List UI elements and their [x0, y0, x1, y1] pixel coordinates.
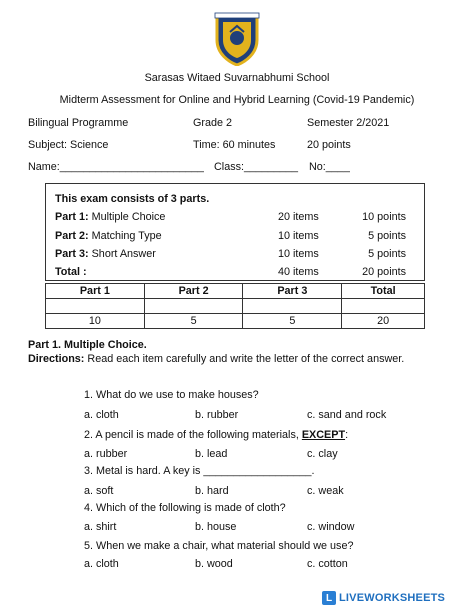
- option-a[interactable]: a. soft: [84, 485, 114, 497]
- option-c[interactable]: c. sand and rock: [307, 409, 387, 421]
- directions-label: Directions:: [28, 353, 85, 365]
- part-points: 5 points: [368, 230, 406, 242]
- part-items: 10 items: [278, 230, 319, 242]
- part-items: 10 items: [278, 248, 319, 260]
- question-text: 3. Metal is hard. A key is __________________.: [84, 465, 315, 477]
- part-label: Part 2:: [55, 230, 89, 242]
- option-a[interactable]: a. cloth: [84, 409, 119, 421]
- score-header: Part 1: [46, 284, 145, 299]
- school-name: Sarasas Witaed Suvarnabhumi School: [144, 72, 330, 84]
- score-value: 5: [144, 314, 243, 329]
- score-cell-blank[interactable]: [342, 299, 425, 314]
- score-header: Part 3: [243, 284, 342, 299]
- score-header-row: [46, 284, 425, 299]
- part-row: [55, 230, 162, 242]
- name-field[interactable]: Name:________________________: [28, 161, 204, 173]
- part-row: [55, 211, 165, 223]
- assessment-title: Midterm Assessment for Online and Hybrid Learning (Covid-19 Pandemic): [59, 94, 415, 106]
- class-field[interactable]: Class:_________: [214, 161, 299, 173]
- parts-intro: This exam consists of 3 parts.: [55, 193, 210, 205]
- option-c[interactable]: c. cotton: [307, 558, 348, 570]
- option-c[interactable]: c. weak: [307, 485, 344, 497]
- question-text-pre: 2. A pencil is made of the following materials,: [84, 429, 302, 441]
- option-c[interactable]: c. clay: [307, 448, 338, 460]
- score-value-row: [46, 314, 425, 329]
- option-b[interactable]: b. house: [195, 521, 237, 533]
- question-text: 1. What do we use to make houses?: [84, 389, 259, 401]
- option-a[interactable]: a. rubber: [84, 448, 128, 460]
- grade-label: Grade 2: [193, 117, 233, 129]
- score-table: [45, 283, 425, 329]
- total-points: 20 points: [362, 266, 406, 278]
- directions: [28, 353, 404, 365]
- score-blank-row: [46, 299, 425, 314]
- score-value: 20: [342, 314, 425, 329]
- subject-label: Subject: Science: [28, 139, 109, 151]
- option-b[interactable]: b. hard: [195, 485, 229, 497]
- points-label: 20 points: [307, 139, 351, 151]
- question-text-post: :: [345, 429, 349, 441]
- time-label: Time: 60 minutes: [193, 139, 276, 151]
- option-a[interactable]: a. cloth: [84, 558, 119, 570]
- score-value: 10: [46, 314, 145, 329]
- option-a[interactable]: a. shirt: [84, 521, 117, 533]
- liveworksheets-label: LIVEWORKSHEETS: [339, 592, 446, 604]
- school-crest-logo: [213, 10, 261, 66]
- option-c[interactable]: c. window: [307, 521, 355, 533]
- programme-label: Bilingual Programme: [28, 117, 129, 129]
- option-b[interactable]: b. wood: [195, 558, 233, 570]
- part-name: Matching Type: [88, 230, 162, 242]
- part-name: Short Answer: [88, 248, 156, 260]
- option-b[interactable]: b. lead: [195, 448, 228, 460]
- total-row: [55, 266, 87, 278]
- score-header: Total: [342, 284, 425, 299]
- part-points: 10 points: [362, 211, 406, 223]
- directions-text: Read each item carefully and write the letter of the correct answer.: [84, 353, 405, 365]
- liveworksheets-icon: L: [322, 591, 336, 605]
- section-title: Part 1. Multiple Choice.: [28, 339, 147, 351]
- score-header: Part 2: [144, 284, 243, 299]
- part-points: 5 points: [368, 248, 406, 260]
- part-label: Part 3:: [55, 248, 89, 260]
- total-label: Total :: [55, 266, 87, 278]
- score-value: 5: [243, 314, 342, 329]
- question-text: 4. Which of the following is made of cloth?: [84, 502, 286, 514]
- semester-label: Semester 2/2021: [307, 117, 390, 129]
- option-b[interactable]: b. rubber: [195, 409, 239, 421]
- part-items: 20 items: [278, 211, 319, 223]
- question-text: [84, 429, 348, 441]
- score-cell-blank[interactable]: [46, 299, 145, 314]
- score-cell-blank[interactable]: [144, 299, 243, 314]
- score-cell-blank[interactable]: [243, 299, 342, 314]
- part-label: Part 1:: [55, 211, 89, 223]
- liveworksheets-logo[interactable]: [322, 590, 445, 606]
- part-row: [55, 248, 156, 260]
- question-emphasis: EXCEPT: [301, 429, 346, 441]
- number-field[interactable]: No:____: [309, 161, 350, 173]
- total-items: 40 items: [278, 266, 319, 278]
- question-text: 5. When we make a chair, what material should we use?: [84, 540, 354, 552]
- part-name: Multiple Choice: [88, 211, 166, 223]
